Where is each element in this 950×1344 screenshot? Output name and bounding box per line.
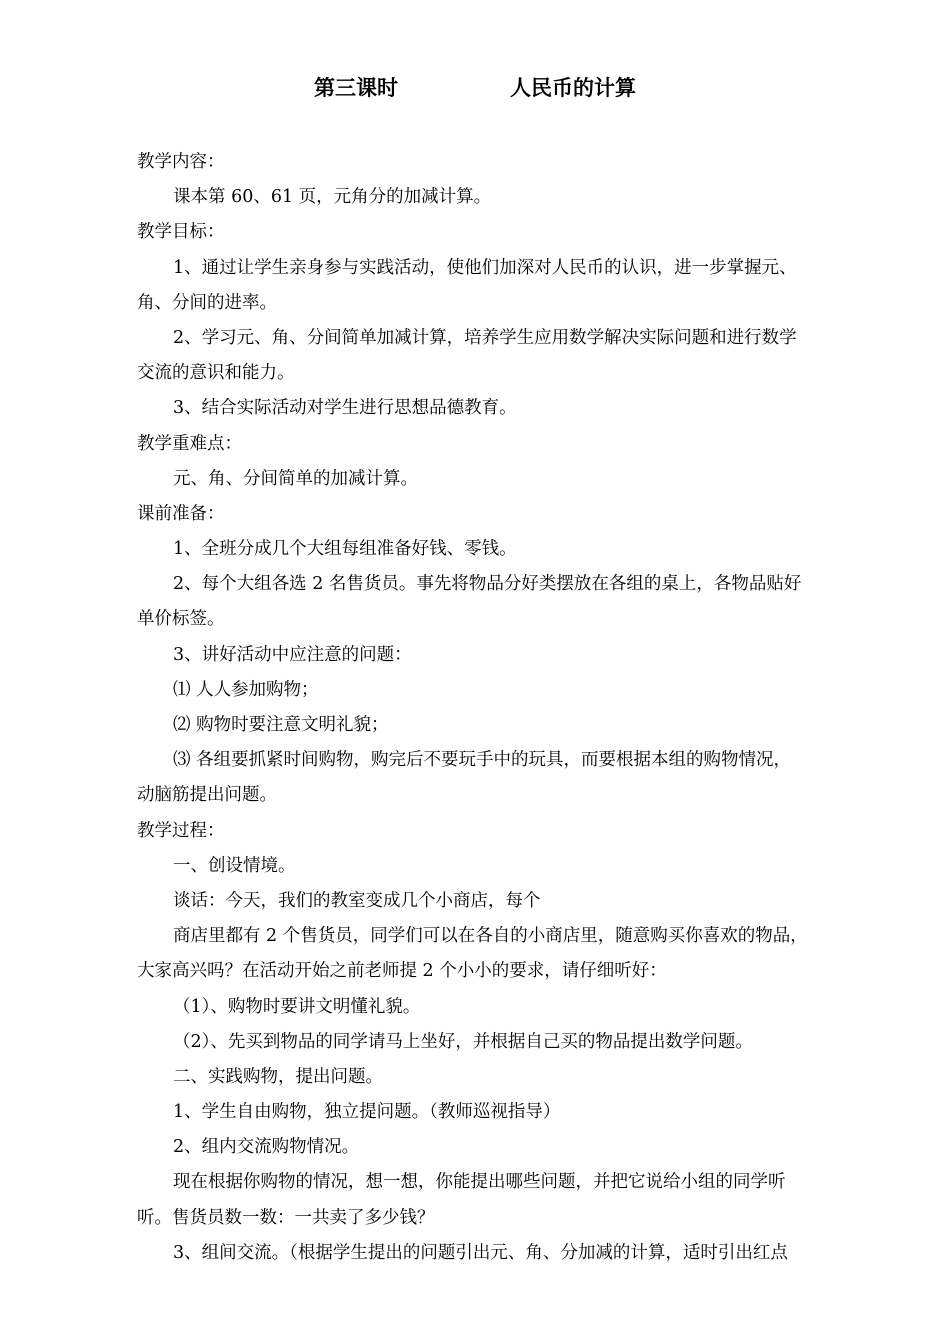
- text-line: 大家高兴吗？在活动开始之前老师提 2 个小小的要求，请仔细听好：: [137, 961, 667, 982]
- text-line: 课前准备：: [137, 503, 225, 524]
- text-line: 3、讲好活动中应注意的问题：: [173, 644, 412, 665]
- text-line: ⑶ 各组要抓紧时间购物，购完后不要玩手中的玩具，而要根据本组的购物情况，: [173, 750, 792, 771]
- text-line: 一、创设情境。: [173, 855, 296, 876]
- text-line: 教学过程：: [137, 820, 225, 841]
- text-line: 3、结合实际活动对学生进行思想品德教育。: [173, 398, 517, 419]
- text-line: 1、全班分成几个大组每组准备好钱、零钱。: [173, 539, 517, 560]
- text-line: 单价标签。: [137, 609, 225, 630]
- text-line: （2）、先买到物品的同学请马上坐好，并根据自己买的物品提出数学问题。: [173, 1031, 753, 1052]
- text-line: 元、角、分间简单的加减计算。: [173, 468, 418, 489]
- text-line: 交流的意识和能力。: [137, 363, 295, 384]
- text-line: 商店里都有 2 个售货员，同学们可以在各自的小商店里，随意购买你喜欢的物品，: [173, 926, 808, 947]
- title-lesson-number: 第三课时: [314, 76, 398, 100]
- title-topic: 人民币的计算: [510, 76, 636, 100]
- text-line: 2、每个大组各选 2 名售货员。事先将物品分好类摆放在各组的桌上，各物品贴好: [173, 574, 802, 595]
- text-line: 教学重难点：: [137, 433, 242, 454]
- text-line: 谈话：今天，我们的教室变成几个小商店，每个: [173, 890, 541, 911]
- text-line: 现在根据你购物的情况，想一想，你能提出哪些问题，并把它说给小组的同学听: [173, 1172, 786, 1193]
- text-line: 二、实践购物，提出问题。: [173, 1066, 383, 1087]
- text-line: 1、学生自由购物，独立提问题。（教师巡视指导）: [173, 1102, 561, 1123]
- text-line: （1）、购物时要讲文明懂礼貌。: [173, 996, 421, 1017]
- text-line: 角、分间的进率。: [137, 292, 277, 313]
- document-body: [137, 145, 867, 1271]
- page-title: [0, 72, 950, 102]
- text-line: 2、组内交流购物情况。: [173, 1137, 360, 1158]
- text-line: 听。售货员数一数：一共卖了多少钱？: [137, 1207, 435, 1228]
- text-line: 课本第 60、61 页，元角分的加减计算。: [173, 187, 492, 208]
- text-line: 动脑筋提出问题。: [137, 785, 277, 806]
- text-line: 教学内容：: [137, 152, 225, 172]
- text-line: 教学目标：: [137, 222, 225, 243]
- text-line: ⑵ 购物时要注意文明礼貌；: [173, 715, 389, 735]
- text-line: 2、学习元、角、分间简单加减计算，培养学生应用数学解决实际问题和进行数学: [173, 327, 797, 348]
- text-line: ⑴ 人人参加购物；: [173, 679, 319, 700]
- text-line: 3、组间交流。（根据学生提出的问题引出元、角、分加减的计算，适时引出红点: [173, 1242, 788, 1263]
- text-line: 1、通过让学生亲身参与实践活动，使他们加深对人民币的认识，进一步掌握元、: [173, 257, 797, 278]
